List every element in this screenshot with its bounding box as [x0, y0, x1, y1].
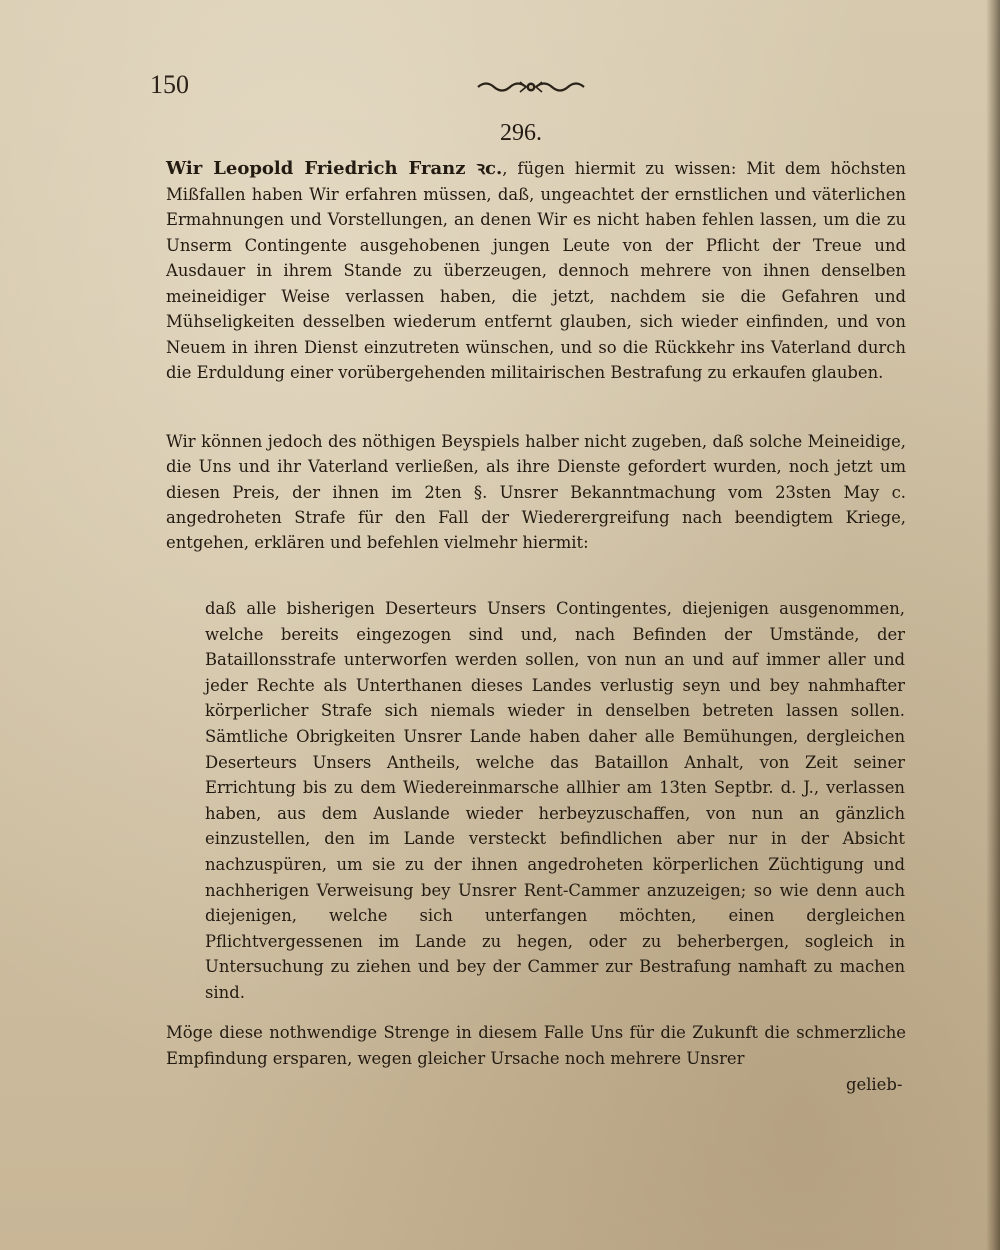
- catchword: gelieb-: [846, 1075, 903, 1094]
- paragraph-resolution: [166, 429, 906, 555]
- paragraph-text: daß alle bisherigen Deserteurs Unsers Contingentes, diejenigen ausgenommen, welche bereits eingezogen sind und, nach Befinden der Umstände, der Bataillonsstrafe unterworfen werden sollen, von nun an und auf immer aller und jeder Rechte als Unterthanen dieses Landes verlustig seyn und bey nahmhafter körperlicher Strafe sich niemals wieder in denselben betreten lassen sollen. Sämtliche Obrigkeiten Unsrer Lande haben daher alle Bemühungen, dergleichen Deserteurs Unsers Antheils, welche das Bataillon Anhalt, von Zeit seiner Errichtung bis zu dem Wiedereinmarsche allhier am 13ten Septbr. d. J., verlassen haben, aus dem Auslande wieder herbeyzuschaffen, von nun an gänzlich einzustellen, den im Lande versteckt befindlichen aber nur in der Absicht nachzuspüren, um sie zu der ihnen angedroheten körperlichen Züchtigung und nachherigen Verweisung bey Unsrer Rent-Cammer anzuzeigen; so wie denn auch diejenigen, welche sich unterfangen möchten, einen dergleichen Pflichtvergessenen im Lande zu hegen, oder zu beherbergen, sogleich in Untersuchung zu ziehen und bey der Cammer zur Bestrafung namhaft zu machen sind.: [205, 599, 905, 1002]
- printer-ornament-icon: [476, 78, 586, 96]
- page-number: 150: [150, 70, 189, 99]
- paragraph-decree-opening: [166, 156, 906, 386]
- entry-number: 296.: [500, 120, 542, 146]
- decree-opening-words: Wir Leopold Friedrich Franz ꝛc.: [166, 158, 503, 179]
- paragraph-closing: [166, 1020, 906, 1071]
- paragraph-text: Möge diese nothwendige Strenge in diesem Falle Uns für die Zukunft die schmerzliche Empfindung ersparen, wegen gleicher Ursache noch mehrere Unsrer: [166, 1023, 906, 1068]
- book-spine-shadow: [986, 0, 1000, 1250]
- paragraph-text: , fügen hiermit zu wissen: Mit dem höchsten Mißfallen haben Wir erfahren müssen, daß, ungeachtet der ernstlichen und väterlichen Ermahnungen und Vorstellungen, an denen Wir es nicht haben fehlen lassen, um die zu Unserm Contingente ausgehobenen jungen Leute von der Pflicht der Treue und Ausdauer in ihrem Stande zu überzeugen, dennoch mehrere von ihnen denselben meineidiger Weise verlassen haben, die jetzt, nachdem sie die Gefahren und Mühseligkeiten desselben wiederum entfernt glauben, sich wieder einfinden, und von Neuem in ihren Dienst einzutreten wünschen, und so die Rückkehr ins Vaterland durch die Erduldung einer vorübergehenden militairischen Bestrafung zu erkaufen glauben.: [166, 159, 906, 382]
- paragraph-text: Wir können jedoch des nöthigen Beyspiels halber nicht zugeben, daß solche Meineidige, die Uns und ihr Vaterland verließen, als ihre Dienste gefordert wurden, noch jetzt um diesen Preis, der ihnen im 2ten §. Unsrer Bekanntmachung vom 23sten May c. angedroheten Strafe für den Fall der Wiederergreifung nach beendigtem Kriege, entgehen, erklären und befehlen vielmehr hiermit:: [166, 432, 906, 553]
- paragraph-ordinance: [205, 596, 905, 1006]
